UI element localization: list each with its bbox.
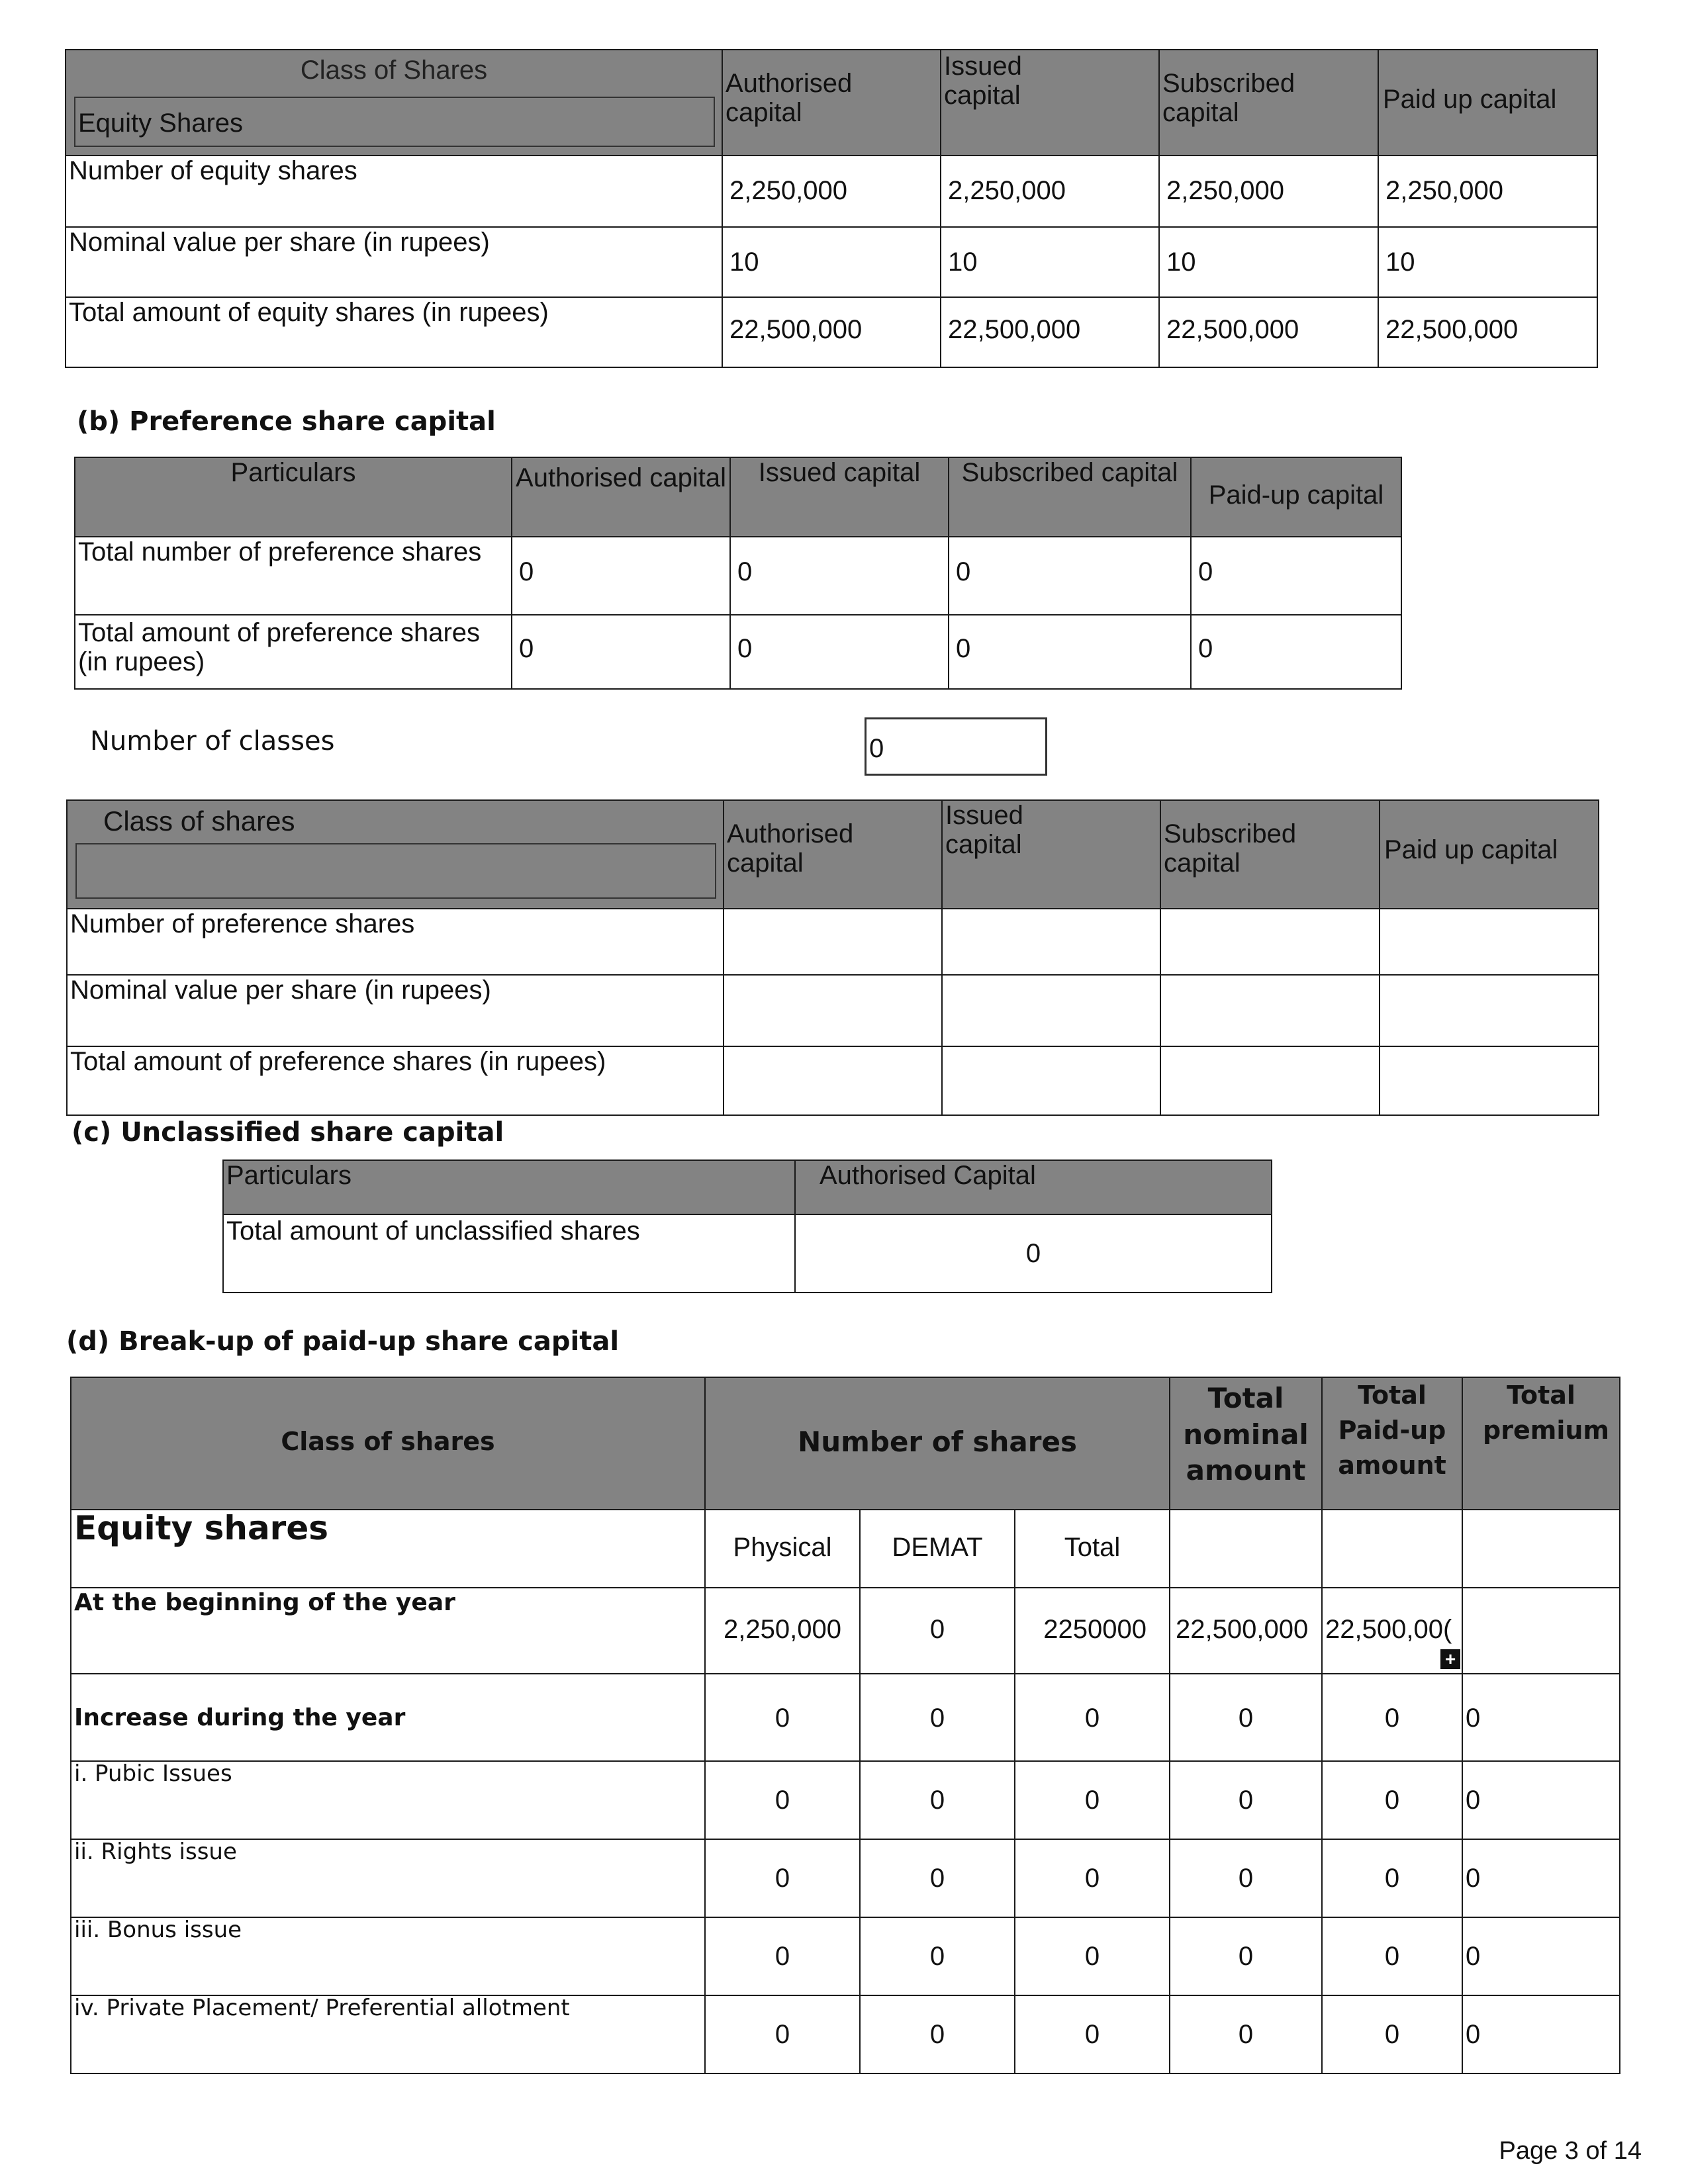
cell-value: 0 bbox=[929, 1786, 945, 1815]
cell-value: 0 bbox=[774, 1942, 790, 1971]
particulars-label: Particulars bbox=[230, 458, 356, 487]
value-cell[interactable] bbox=[860, 1839, 1015, 1917]
value-cell[interactable] bbox=[795, 1214, 1272, 1293]
subscribed-capital-label: Subscribed capital bbox=[1164, 819, 1297, 878]
cell-value: 0 bbox=[1384, 1864, 1400, 1893]
number-of-classes-value: 0 bbox=[869, 734, 884, 763]
number-of-shares-header bbox=[705, 1377, 1170, 1510]
page-number: Page 3 of 14 bbox=[1499, 2137, 1642, 2165]
authorised-capital-label: Authorised capital bbox=[727, 819, 854, 878]
value-cell[interactable] bbox=[1159, 227, 1378, 297]
paid-up-capital-header bbox=[1378, 50, 1597, 156]
cell-value: 0 bbox=[519, 634, 534, 663]
row-label: ii. Rights issue bbox=[74, 1839, 237, 1865]
cell-value: 0 bbox=[1198, 634, 1213, 663]
authorised-capital-header bbox=[512, 457, 730, 537]
cell-value: 0 bbox=[1084, 1786, 1100, 1815]
total-paidup-header bbox=[1322, 1377, 1462, 1510]
value-cell[interactable] bbox=[512, 537, 730, 615]
unclassified-table bbox=[222, 1160, 1272, 1293]
class-of-shares-label: Class of Shares bbox=[300, 56, 488, 85]
table-row bbox=[71, 1761, 1620, 1839]
paid-up-capital-header bbox=[1191, 457, 1401, 537]
paid-up-capital-header bbox=[1380, 800, 1599, 909]
cell-value: 0 bbox=[1466, 1786, 1481, 1815]
cell-value: 0 bbox=[929, 1864, 945, 1893]
cell-value: 10 bbox=[1385, 248, 1415, 277]
value-cell[interactable] bbox=[1378, 156, 1597, 227]
cell-value: 22,500,000 bbox=[729, 315, 863, 344]
number-of-classes-field[interactable] bbox=[865, 717, 1047, 776]
value-cell[interactable] bbox=[941, 227, 1159, 297]
value-cell[interactable] bbox=[1160, 975, 1380, 1046]
authorised-capital-header bbox=[722, 50, 941, 156]
cell-value: 22,500,00( bbox=[1325, 1615, 1452, 1644]
value-cell[interactable] bbox=[942, 909, 1160, 975]
row-label: Total amount of preference shares (in rupees) bbox=[78, 618, 481, 676]
cell-value: 0 bbox=[1238, 1786, 1254, 1815]
cell-value: 0 bbox=[774, 1864, 790, 1893]
class-of-shares-value: Equity Shares bbox=[78, 109, 244, 138]
value-cell[interactable] bbox=[1322, 1917, 1462, 1995]
issued-capital-header bbox=[941, 50, 1159, 156]
authorised-capital-label: Authorised capital bbox=[726, 69, 853, 127]
cell-value: 0 bbox=[1466, 1942, 1481, 1971]
table-row bbox=[71, 1674, 1620, 1761]
cell-value: 0 bbox=[1025, 1239, 1041, 1268]
value-cell[interactable] bbox=[1015, 1995, 1170, 2073]
value-cell[interactable] bbox=[705, 1839, 860, 1917]
cell-value: 0 bbox=[929, 1704, 945, 1733]
value-cell[interactable] bbox=[1462, 1839, 1620, 1917]
value-cell[interactable] bbox=[722, 227, 941, 297]
value-cell[interactable] bbox=[941, 297, 1159, 367]
cell-value: 0 bbox=[1238, 2020, 1254, 2049]
class-of-shares-label: Class of shares bbox=[281, 1427, 495, 1456]
table-row bbox=[75, 537, 1401, 615]
physical-label: Physical bbox=[733, 1533, 832, 1562]
value-cell[interactable] bbox=[860, 1761, 1015, 1839]
table-row bbox=[67, 1046, 1599, 1115]
total-nominal-header bbox=[1170, 1377, 1322, 1510]
value-cell[interactable] bbox=[724, 1046, 942, 1115]
row-label: Nominal value per share (in rupees) bbox=[69, 228, 490, 257]
value-cell[interactable] bbox=[1322, 1995, 1462, 2073]
value-cell[interactable] bbox=[1322, 1761, 1462, 1839]
particulars-label: Particulars bbox=[226, 1161, 352, 1190]
value-cell[interactable] bbox=[1015, 1588, 1170, 1674]
particulars-header bbox=[223, 1160, 795, 1214]
value-cell[interactable] bbox=[1462, 1761, 1620, 1839]
table-row bbox=[71, 1839, 1620, 1917]
value-cell[interactable] bbox=[1191, 537, 1401, 615]
table-row bbox=[71, 1917, 1620, 1995]
subscribed-capital-label: Subscribed capital bbox=[1162, 69, 1295, 127]
value-cell[interactable] bbox=[1015, 1761, 1170, 1839]
cell-value: 22,500,000 bbox=[1176, 1615, 1309, 1644]
issued-capital-label: Issued capital bbox=[758, 458, 921, 487]
preference-class-table bbox=[66, 799, 1599, 1116]
cell-value: 0 bbox=[1084, 1704, 1100, 1733]
value-cell[interactable] bbox=[1170, 1674, 1322, 1761]
cell-value: 2250000 bbox=[1043, 1615, 1147, 1644]
row-label: iii. Bonus issue bbox=[74, 1917, 242, 1943]
value-cell[interactable] bbox=[512, 615, 730, 689]
value-cell[interactable] bbox=[1380, 1046, 1599, 1115]
class-of-shares-field[interactable] bbox=[74, 97, 715, 147]
table-row bbox=[223, 1214, 1272, 1293]
row-label: At the beginning of the year bbox=[74, 1589, 455, 1616]
cell-value: 22,500,000 bbox=[1166, 315, 1299, 344]
value-cell[interactable] bbox=[1160, 1046, 1380, 1115]
value-cell[interactable] bbox=[1380, 975, 1599, 1046]
class-of-shares-header bbox=[67, 800, 724, 909]
cell-value: 0 bbox=[1238, 1942, 1254, 1971]
particulars-header bbox=[75, 457, 512, 537]
table-row bbox=[71, 1995, 1620, 2073]
value-cell[interactable] bbox=[724, 975, 942, 1046]
breakup-table bbox=[70, 1377, 1620, 2074]
subscribed-capital-header bbox=[1159, 50, 1378, 156]
value-cell[interactable] bbox=[949, 615, 1191, 689]
value-cell[interactable] bbox=[1322, 1839, 1462, 1917]
cell-value: 0 bbox=[1198, 557, 1213, 586]
authorised-capital-header bbox=[724, 800, 942, 909]
row-label: Total amount of equity shares (in rupees) bbox=[69, 298, 549, 327]
value-cell[interactable] bbox=[1462, 1995, 1620, 2073]
value-cell[interactable] bbox=[705, 1674, 860, 1761]
value-cell[interactable] bbox=[1322, 1674, 1462, 1761]
row-label: Increase during the year bbox=[74, 1704, 406, 1731]
value-cell[interactable] bbox=[942, 975, 1160, 1046]
cell-value: 0 bbox=[1384, 1942, 1400, 1971]
value-cell[interactable] bbox=[705, 1761, 860, 1839]
cell-value: 10 bbox=[729, 248, 759, 277]
value-cell[interactable] bbox=[860, 1917, 1015, 1995]
value-cell[interactable] bbox=[1378, 227, 1597, 297]
value-cell[interactable] bbox=[1378, 297, 1597, 367]
authorised-capital-label: Authorised capital bbox=[516, 463, 726, 492]
plus-icon[interactable]: + bbox=[1440, 1649, 1460, 1669]
table-row bbox=[75, 615, 1401, 689]
value-cell[interactable] bbox=[730, 537, 949, 615]
cell-value: 22,500,000 bbox=[1385, 315, 1519, 344]
row-label: i. Pubic Issues bbox=[74, 1760, 232, 1787]
number-of-classes-label: Number of classes bbox=[90, 726, 335, 756]
total-label: Total bbox=[1064, 1533, 1121, 1562]
cell-value: 0 bbox=[1084, 1942, 1100, 1971]
cell-value: 2,250,000 bbox=[1385, 176, 1503, 205]
table-row bbox=[67, 909, 1599, 975]
total-nominal-label: Total nominal amount bbox=[1183, 1382, 1309, 1487]
class-of-shares-field[interactable] bbox=[75, 843, 716, 899]
total-premium-label: Total premium bbox=[1483, 1381, 1610, 1445]
table-row bbox=[66, 227, 1597, 297]
value-cell[interactable] bbox=[949, 537, 1191, 615]
value-cell[interactable] bbox=[860, 1588, 1015, 1674]
preference-section-title: (b) Preference share capital bbox=[77, 406, 496, 437]
authorised-capital-header bbox=[795, 1160, 1272, 1214]
cell-value: 0 bbox=[774, 1786, 790, 1815]
value-cell[interactable] bbox=[1322, 1588, 1462, 1674]
table-row bbox=[67, 975, 1599, 1046]
subscribed-capital-header bbox=[949, 457, 1191, 537]
equity-shares-label: Equity shares bbox=[74, 1509, 329, 1547]
subscribed-capital-label: Subscribed capital bbox=[961, 458, 1178, 487]
value-cell[interactable] bbox=[860, 1674, 1015, 1761]
cell-value: 0 bbox=[737, 634, 753, 663]
cell-value: 0 bbox=[929, 2020, 945, 2049]
value-cell[interactable] bbox=[724, 909, 942, 975]
row-label: Total amount of unclassified shares bbox=[226, 1216, 640, 1246]
cell-value: 2,250,000 bbox=[1166, 176, 1284, 205]
cell-value: 2,250,000 bbox=[729, 176, 847, 205]
cell-value: 0 bbox=[1466, 1864, 1481, 1893]
value-cell[interactable] bbox=[1462, 1674, 1620, 1761]
row-label: Total number of preference shares bbox=[78, 537, 482, 567]
preference-summary-table bbox=[74, 457, 1402, 690]
value-cell[interactable] bbox=[1170, 1588, 1322, 1674]
value-cell[interactable] bbox=[722, 297, 941, 367]
value-cell[interactable] bbox=[1462, 1588, 1620, 1674]
cell-value: 0 bbox=[1084, 1864, 1100, 1893]
value-cell[interactable] bbox=[1159, 156, 1378, 227]
cell-value: 10 bbox=[948, 248, 978, 277]
total-premium-header bbox=[1462, 1377, 1620, 1510]
table-row bbox=[71, 1510, 1620, 1588]
value-cell[interactable] bbox=[1170, 1995, 1322, 2073]
value-cell[interactable] bbox=[1191, 615, 1401, 689]
cell-value: 0 bbox=[1384, 1786, 1400, 1815]
value-cell[interactable] bbox=[705, 1588, 860, 1674]
cell-value: 2,250,000 bbox=[724, 1615, 841, 1644]
issued-capital-header bbox=[730, 457, 949, 537]
cell-value: 0 bbox=[1466, 2020, 1481, 2049]
paid-up-capital-label: Paid-up capital bbox=[1208, 480, 1384, 510]
issued-capital-label: Issued capital bbox=[945, 801, 1023, 859]
issued-capital-header bbox=[942, 800, 1160, 909]
cell-value: 0 bbox=[1384, 1704, 1400, 1733]
row-label: iv. Private Placement/ Preferential allotment bbox=[74, 1995, 570, 2021]
cell-value: 22,500,000 bbox=[948, 315, 1081, 344]
cell-value: 0 bbox=[956, 557, 971, 586]
class-of-shares-header bbox=[66, 50, 722, 156]
cell-value: 0 bbox=[1238, 1704, 1254, 1733]
number-of-shares-label: Number of shares bbox=[798, 1426, 1077, 1458]
cell-value: 0 bbox=[1084, 2020, 1100, 2049]
value-cell[interactable] bbox=[942, 1046, 1160, 1115]
cell-value: 0 bbox=[1238, 1864, 1254, 1893]
demat-label: DEMAT bbox=[892, 1533, 983, 1562]
value-cell[interactable] bbox=[860, 1995, 1015, 2073]
cell-value: 0 bbox=[774, 2020, 790, 2049]
authorised-capital-label: Authorised Capital bbox=[820, 1161, 1036, 1190]
cell-value: 0 bbox=[1384, 2020, 1400, 2049]
cell-value: 10 bbox=[1166, 248, 1196, 277]
cell-value: 0 bbox=[774, 1704, 790, 1733]
table-row bbox=[66, 156, 1597, 227]
cell-value: 0 bbox=[1466, 1704, 1481, 1733]
issued-capital-label: Issued capital bbox=[944, 52, 1022, 110]
cell-value: 0 bbox=[929, 1615, 945, 1644]
paid-up-capital-label: Paid up capital bbox=[1384, 835, 1558, 864]
value-cell[interactable] bbox=[941, 156, 1159, 227]
value-cell[interactable] bbox=[1160, 909, 1380, 975]
breakup-section-title: (d) Break-up of paid-up share capital bbox=[66, 1326, 620, 1357]
value-cell[interactable] bbox=[1170, 1761, 1322, 1839]
subscribed-capital-header bbox=[1160, 800, 1380, 909]
cell-value: 0 bbox=[519, 557, 534, 586]
class-of-shares-header bbox=[71, 1377, 705, 1510]
cell-value: 2,250,000 bbox=[948, 176, 1066, 205]
value-cell[interactable] bbox=[1015, 1674, 1170, 1761]
row-label: Nominal value per share (in rupees) bbox=[70, 976, 491, 1005]
value-cell[interactable] bbox=[730, 615, 949, 689]
row-label: Number of preference shares bbox=[70, 909, 415, 938]
row-label: Number of equity shares bbox=[69, 156, 357, 185]
value-cell[interactable] bbox=[705, 1917, 860, 1995]
row-label: Total amount of preference shares (in rupees) bbox=[70, 1047, 606, 1076]
table-row bbox=[66, 297, 1597, 367]
value-cell[interactable] bbox=[1170, 1917, 1322, 1995]
total-paidup-label: Total Paid-up amount bbox=[1338, 1381, 1446, 1480]
value-cell[interactable] bbox=[1015, 1839, 1170, 1917]
value-cell[interactable] bbox=[1015, 1917, 1170, 1995]
value-cell[interactable] bbox=[1380, 909, 1599, 975]
unclassified-section-title: (c) Unclassified share capital bbox=[71, 1117, 504, 1148]
value-cell[interactable] bbox=[1462, 1917, 1620, 1995]
value-cell[interactable] bbox=[1159, 297, 1378, 367]
cell-value: 0 bbox=[956, 634, 971, 663]
table-row bbox=[71, 1588, 1620, 1674]
cell-value: 0 bbox=[929, 1942, 945, 1971]
value-cell[interactable] bbox=[705, 1995, 860, 2073]
paid-up-capital-label: Paid up capital bbox=[1383, 85, 1557, 114]
equity-shares-table bbox=[65, 49, 1598, 368]
value-cell[interactable] bbox=[722, 156, 941, 227]
class-of-shares-label: Class of shares bbox=[103, 805, 295, 837]
cell-value: 0 bbox=[737, 557, 753, 586]
value-cell[interactable] bbox=[1170, 1839, 1322, 1917]
